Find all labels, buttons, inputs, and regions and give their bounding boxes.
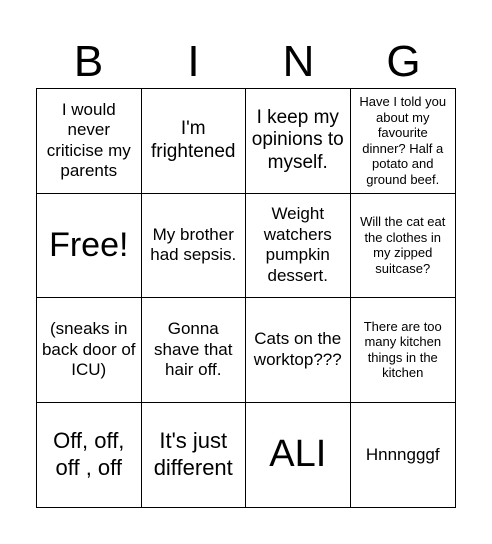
- bingo-cell-r2c2[interactable]: My brother had sepsis.: [142, 194, 247, 299]
- bingo-cell-r3c3[interactable]: Cats on the worktop???: [246, 298, 351, 403]
- bingo-cell-r3c1[interactable]: (sneaks in back door of ICU): [37, 298, 142, 403]
- bingo-cell-r2c4[interactable]: Will the cat eat the clothes in my zipped suitcase?: [351, 194, 456, 299]
- bingo-cell-r4c2[interactable]: It's just different: [142, 403, 247, 508]
- header-letter-n: N: [282, 37, 315, 86]
- header-letter-g: G: [386, 37, 421, 86]
- bingo-cell-r4c4[interactable]: Hnnngggf: [365, 444, 440, 464]
- bingo-cell-r3c2[interactable]: Gonna shave that hair off.: [142, 298, 247, 403]
- bingo-cell-r1c2[interactable]: I'm frightened: [142, 89, 247, 194]
- bingo-cell-r4c3[interactable]: ALI: [246, 403, 351, 508]
- bingo-cell-r1c3[interactable]: I keep my opinions to myself.: [246, 89, 351, 194]
- header-letter-b: B: [73, 37, 104, 86]
- bingo-card-grid: [36, 88, 456, 508]
- bingo-cell-r1c4[interactable]: Have I told you about my favourite dinner? Half a potato and ground beef.: [351, 89, 456, 194]
- bingo-cell-r2c3[interactable]: Weight watchers pumpkin dessert.: [246, 194, 351, 299]
- header-letter-i: I: [187, 37, 200, 86]
- bingo-cell-r1c1[interactable]: I would never criticise my parents: [37, 89, 142, 194]
- bingo-free-space[interactable]: Free!: [37, 194, 142, 299]
- bingo-cell-r3c4[interactable]: There are too many kitchen things in the kitchen: [351, 298, 456, 403]
- bingo-cell-r4c1[interactable]: Off, off, off , off: [37, 403, 142, 508]
- bingo-header: [36, 36, 456, 88]
